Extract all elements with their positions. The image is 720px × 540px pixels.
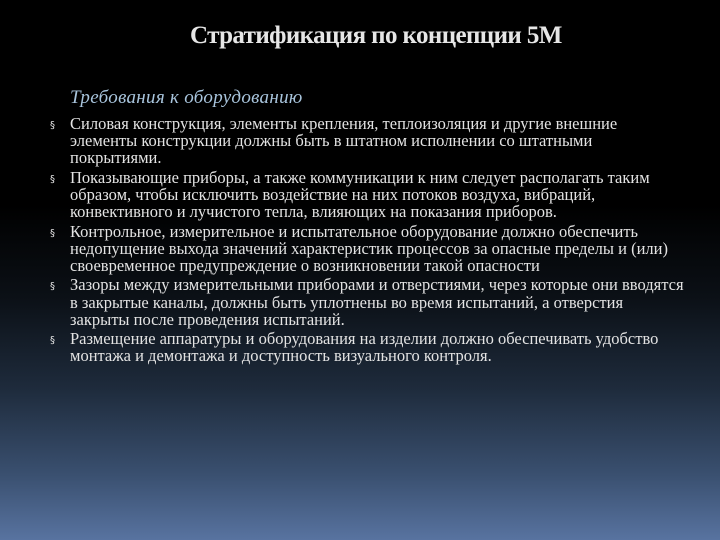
bullet-icon: § — [50, 120, 55, 131]
list-item — [44, 223, 684, 275]
slide-subtitle: Требования к оборудованию — [70, 87, 303, 108]
list-item-text: Зазоры между измерительными приборами и отверстиями, через которые они вводятся в закрытые каналы, должны быть уплотнены во время испытаний, а отверстия закрыты после проведения испытаний. — [70, 275, 684, 329]
list-item — [44, 276, 684, 328]
list-item-text: Показывающие приборы, а также коммуникации к ним следует располагать таким образом, чтобы исключить воздействие на них потоков воздуха, вибраций, конвективного и лучистого тепла, влияющих на показания приборов. — [70, 167, 650, 222]
list-item-text: Размещение аппаратуры и оборудования на изделии должно обеспечивать удобство монтажа и демонтажа и доступность визуального контроля. — [70, 329, 659, 366]
list-item — [44, 330, 684, 364]
list-item-text: Контрольное, измерительное и испытательное оборудование должно обеспечить недопущение выхода значений характеристик процессов за опасные пределы и (или) своевременное предупреждение о возникновении такой опасности — [70, 221, 668, 275]
bullet-icon: § — [50, 335, 55, 347]
list-item — [44, 169, 684, 221]
bullet-icon: § — [50, 173, 55, 185]
requirements-list — [44, 115, 684, 367]
slide-title: Стратификация по концепции 5М — [190, 22, 562, 49]
list-item — [44, 115, 684, 167]
list-item-text: Силовая конструкция, элементы крепления, теплоизоляция и другие внешние элементы конструкции должны быть в штатном исполнении со штатными покрытиями. — [70, 114, 618, 168]
bullet-icon: § — [50, 281, 55, 293]
bullet-icon: § — [50, 227, 55, 239]
